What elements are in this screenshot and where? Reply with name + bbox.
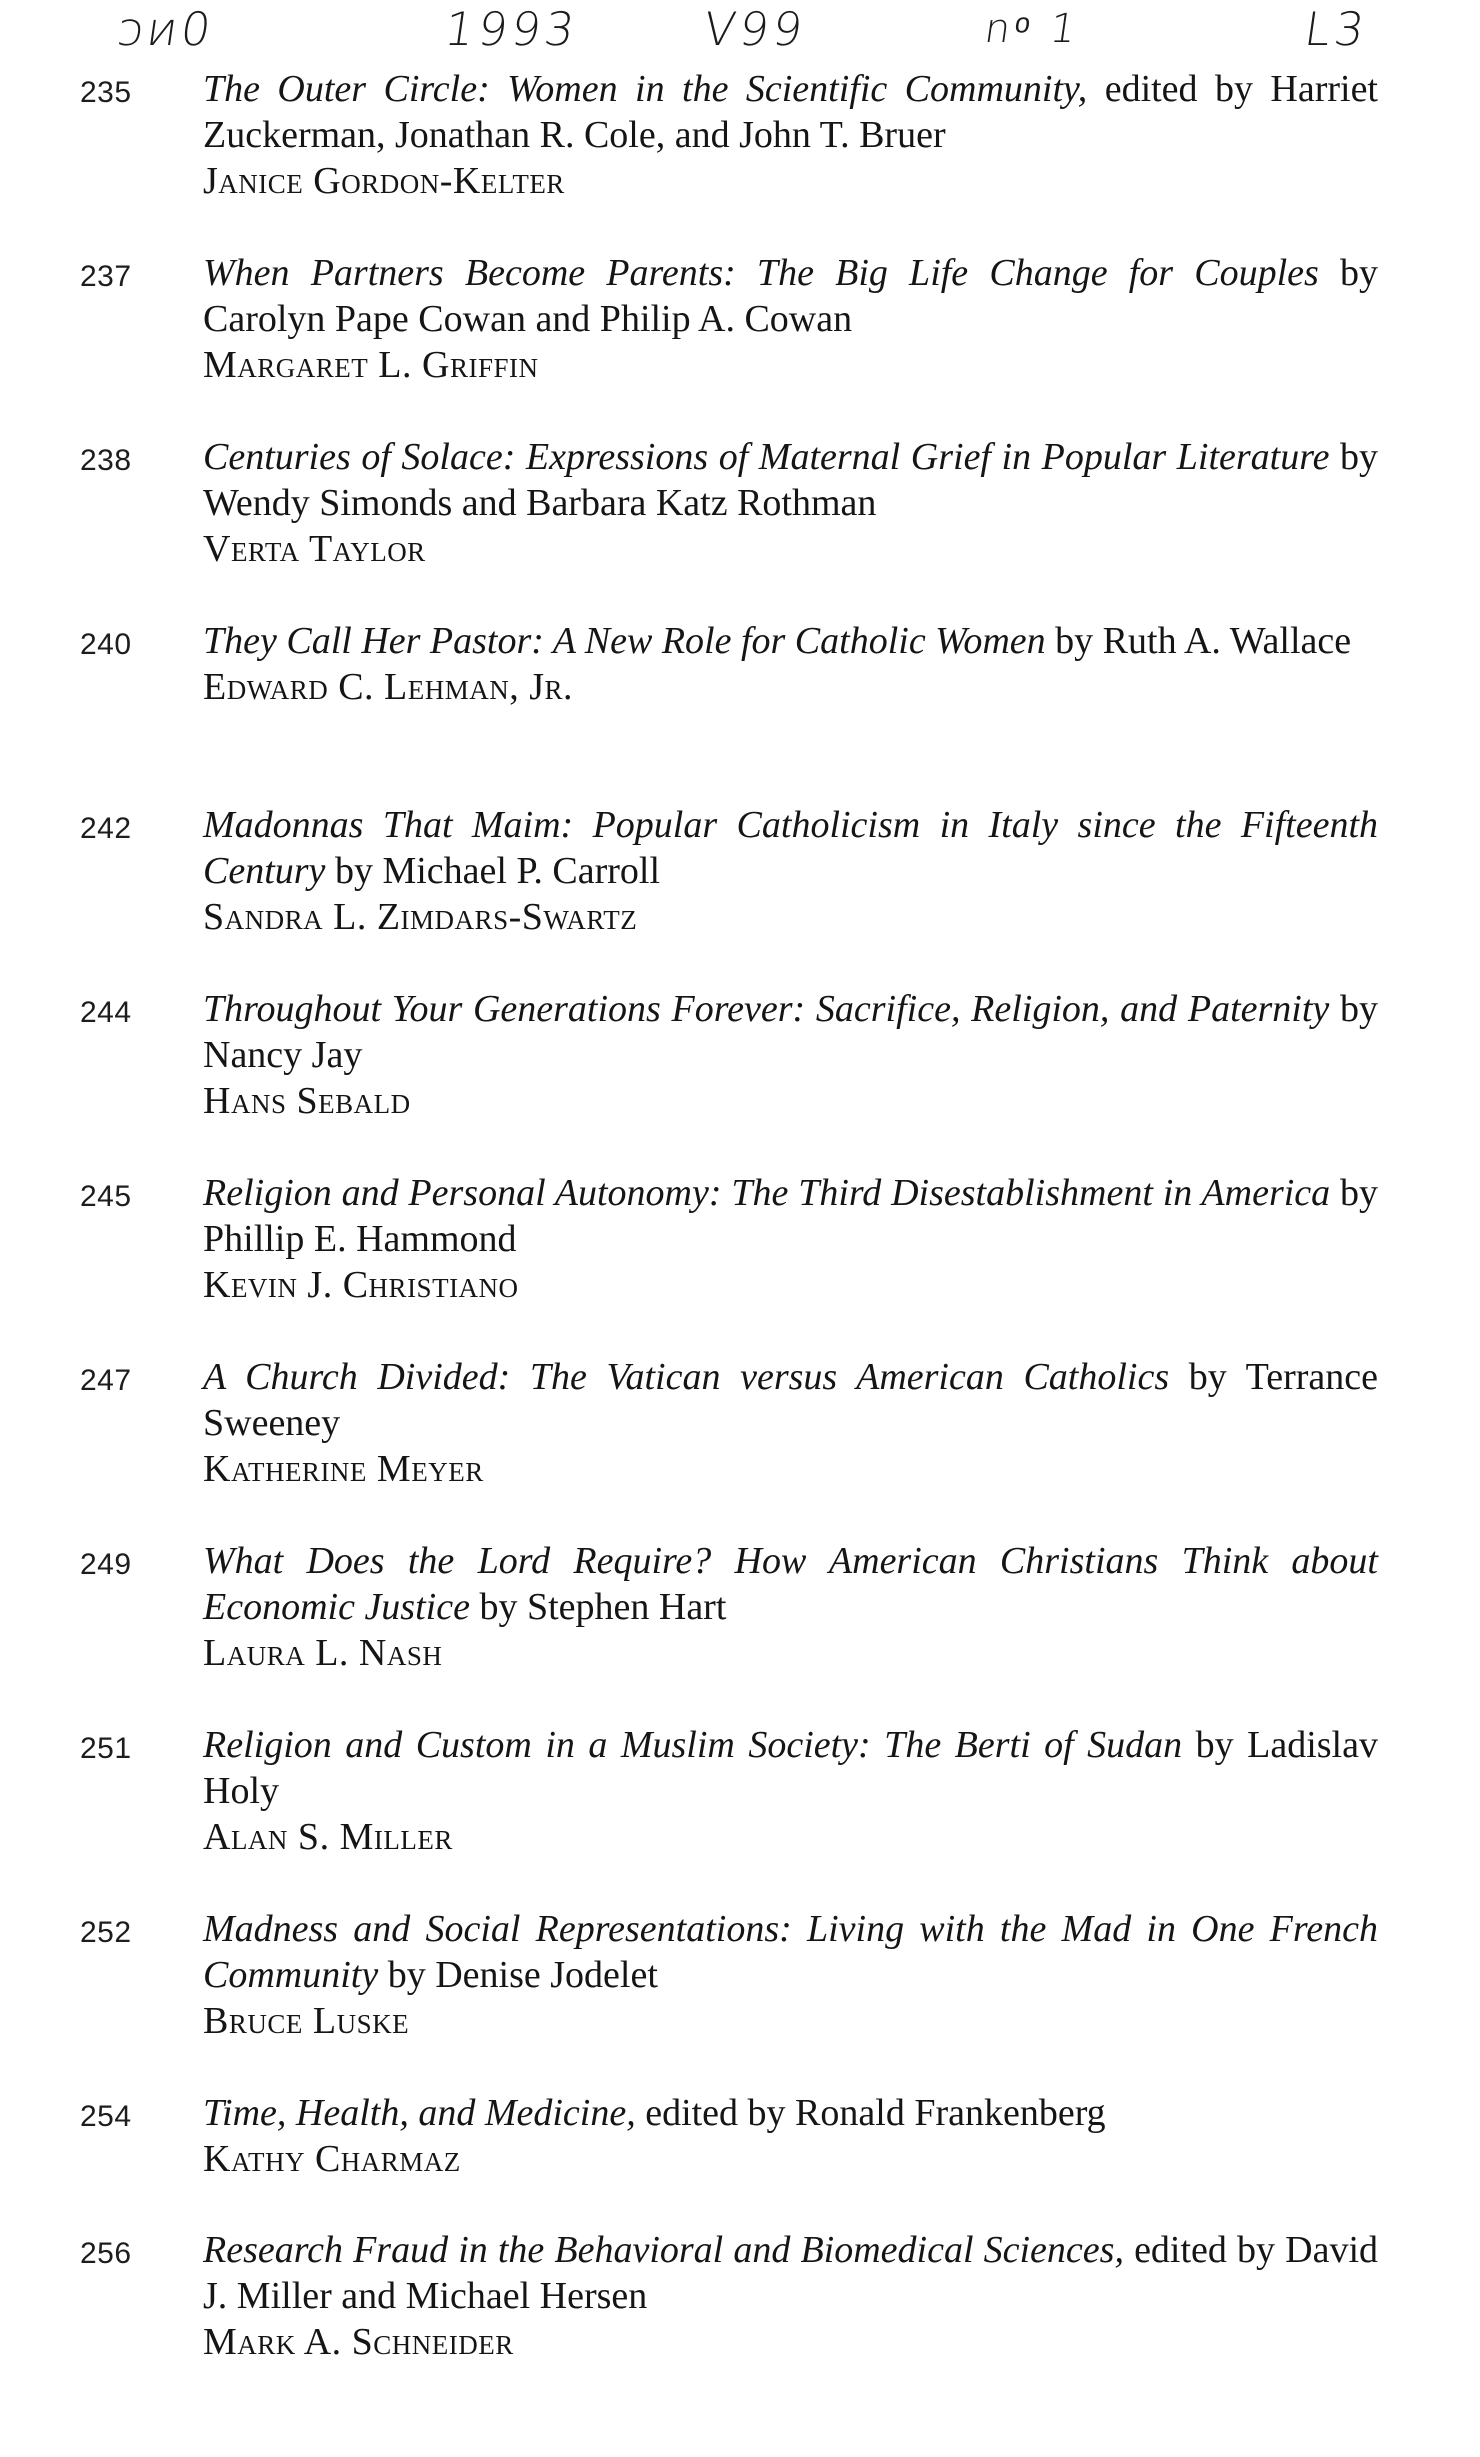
book-reference bbox=[203, 1906, 1378, 1998]
book-title: Religion and Custom in a Muslim Society: The Berti of Sudan bbox=[203, 1724, 1183, 1766]
book-review-list bbox=[0, 66, 1480, 2411]
review-entry bbox=[0, 1354, 1480, 1538]
book-title: Madness and Social Representations: Living with the Mad in One French Community bbox=[203, 1908, 1378, 1996]
book-author: by Wendy Simonds and Barbara Katz Rothman bbox=[203, 436, 1378, 524]
book-author: by Nancy Jay bbox=[203, 988, 1379, 1076]
review-citation bbox=[203, 986, 1378, 1124]
book-title: What Does the Lord Require? How American Christians Think about Economic Justice bbox=[203, 1540, 1378, 1628]
page-number: 245 bbox=[80, 1180, 132, 1213]
reviewer-name: Kathy Charmaz bbox=[203, 2138, 461, 2180]
page-number: 252 bbox=[80, 1916, 132, 1949]
book-author: by Denise Jodelet bbox=[378, 1954, 658, 1996]
book-reference bbox=[203, 250, 1378, 342]
reviewer-name: Edward C. Lehman, Jr. bbox=[203, 666, 574, 708]
page-number: 237 bbox=[80, 260, 132, 293]
page-number: 240 bbox=[80, 628, 132, 661]
book-title: Time, Health, and Medicine, bbox=[203, 2092, 636, 2134]
review-entry bbox=[0, 434, 1480, 618]
book-author: by Stephen Hart bbox=[469, 1586, 727, 1628]
review-entry bbox=[0, 1722, 1480, 1906]
review-entry bbox=[0, 2227, 1480, 2411]
review-citation bbox=[203, 618, 1378, 710]
review-citation bbox=[203, 2227, 1378, 2365]
book-author: by Carolyn Pape Cowan and Philip A. Cowan bbox=[203, 252, 1379, 340]
book-reference bbox=[203, 2227, 1378, 2319]
book-title: When Partners Become Parents: The Big Life Change for Couples bbox=[203, 252, 1319, 294]
page-number: 251 bbox=[80, 1732, 132, 1765]
book-title: Madonnas That Maim: Popular Catholicism in Italy since the Fifteenth Century bbox=[203, 804, 1378, 892]
book-title: Throughout Your Generations Forever: Sacrifice, Religion, and Paternity bbox=[203, 988, 1330, 1030]
book-title: A Church Divided: The Vatican versus American Catholics bbox=[203, 1356, 1170, 1398]
book-author: edited by Ronald Frankenberg bbox=[635, 2092, 1106, 2134]
handwritten-issue: nᵒ 1 bbox=[981, 6, 1083, 52]
book-reference bbox=[203, 2090, 1378, 2136]
book-author: edited by Harriet Zuckerman, Jonathan R. Cole, and John T. Bruer bbox=[203, 68, 1378, 156]
handwritten-year: 1993 bbox=[441, 2, 582, 56]
reviewer-name: Sandra L. Zimdars-Swartz bbox=[203, 896, 638, 938]
review-citation bbox=[203, 2090, 1378, 2182]
review-citation bbox=[203, 1906, 1378, 2044]
book-title: Research Fraud in the Behavioral and Biomedical Sciences, bbox=[203, 2229, 1124, 2271]
book-reference bbox=[203, 66, 1378, 158]
book-reference bbox=[203, 618, 1378, 664]
review-citation bbox=[203, 1170, 1378, 1308]
handwritten-volume: V99 bbox=[700, 2, 810, 56]
handwritten-mark: ↄᴎ0 bbox=[114, 2, 219, 56]
review-entry bbox=[0, 1538, 1480, 1722]
review-citation bbox=[203, 1354, 1378, 1492]
book-reference bbox=[203, 1538, 1378, 1630]
reviewer-name: Hans Sebald bbox=[203, 1080, 411, 1122]
book-author: by Terrance Sweeney bbox=[203, 1356, 1378, 1444]
page-number: 242 bbox=[80, 812, 132, 845]
book-author: by Ladislav Holy bbox=[203, 1724, 1378, 1812]
review-citation bbox=[203, 1722, 1378, 1860]
review-entry bbox=[0, 618, 1480, 802]
book-reference bbox=[203, 1354, 1378, 1446]
page-number: 254 bbox=[80, 2100, 132, 2133]
book-title: The Outer Circle: Women in the Scientific Community, bbox=[203, 68, 1088, 110]
review-entry bbox=[0, 986, 1480, 1170]
handwritten-code: L3 bbox=[1301, 2, 1372, 56]
review-citation bbox=[203, 66, 1378, 204]
book-author: by Phillip E. Hammond bbox=[203, 1172, 1379, 1260]
reviewer-name: Janice Gordon-Kelter bbox=[203, 160, 565, 202]
book-title: Religion and Personal Autonomy: The Third Disestablishment in America bbox=[203, 1172, 1331, 1214]
reviewer-name: Laura L. Nash bbox=[203, 1632, 443, 1674]
review-citation bbox=[203, 434, 1378, 572]
review-entry bbox=[0, 250, 1480, 434]
book-author: by Michael P. Carroll bbox=[325, 850, 660, 892]
page-number: 256 bbox=[80, 2237, 132, 2270]
review-entry bbox=[0, 66, 1480, 250]
book-author: edited by David J. Miller and Michael Hersen bbox=[203, 2229, 1378, 2317]
page-number: 249 bbox=[80, 1548, 132, 1581]
reviewer-name: Kevin J. Christiano bbox=[203, 1264, 519, 1306]
review-entry bbox=[0, 2090, 1480, 2227]
review-citation bbox=[203, 250, 1378, 388]
book-title: They Call Her Pastor: A New Role for Catholic Women bbox=[203, 620, 1046, 662]
review-citation bbox=[203, 802, 1378, 940]
page-number: 238 bbox=[80, 444, 132, 477]
reviewer-name: Katherine Meyer bbox=[203, 1448, 484, 1490]
page-number: 235 bbox=[80, 76, 132, 109]
book-title: Centuries of Solace: Expressions of Maternal Grief in Popular Literature bbox=[203, 436, 1330, 478]
book-reference bbox=[203, 1722, 1378, 1814]
book-reference bbox=[203, 802, 1378, 894]
book-reference bbox=[203, 1170, 1378, 1262]
reviewer-name: Mark A. Schneider bbox=[203, 2321, 514, 2363]
review-entry bbox=[0, 1170, 1480, 1354]
page-number: 244 bbox=[80, 996, 132, 1029]
reviewer-name: Verta Taylor bbox=[203, 528, 426, 570]
reviewer-name: Bruce Luske bbox=[203, 2000, 410, 2042]
page-number: 247 bbox=[80, 1364, 132, 1397]
reviewer-name: Margaret L. Griffin bbox=[203, 344, 539, 386]
book-reference bbox=[203, 434, 1378, 526]
book-author: by Ruth A. Wallace bbox=[1045, 620, 1352, 662]
review-entry bbox=[0, 1906, 1480, 2090]
book-reference bbox=[203, 986, 1378, 1078]
review-entry bbox=[0, 802, 1480, 986]
reviewer-name: Alan S. Miller bbox=[203, 1816, 453, 1858]
review-citation bbox=[203, 1538, 1378, 1676]
